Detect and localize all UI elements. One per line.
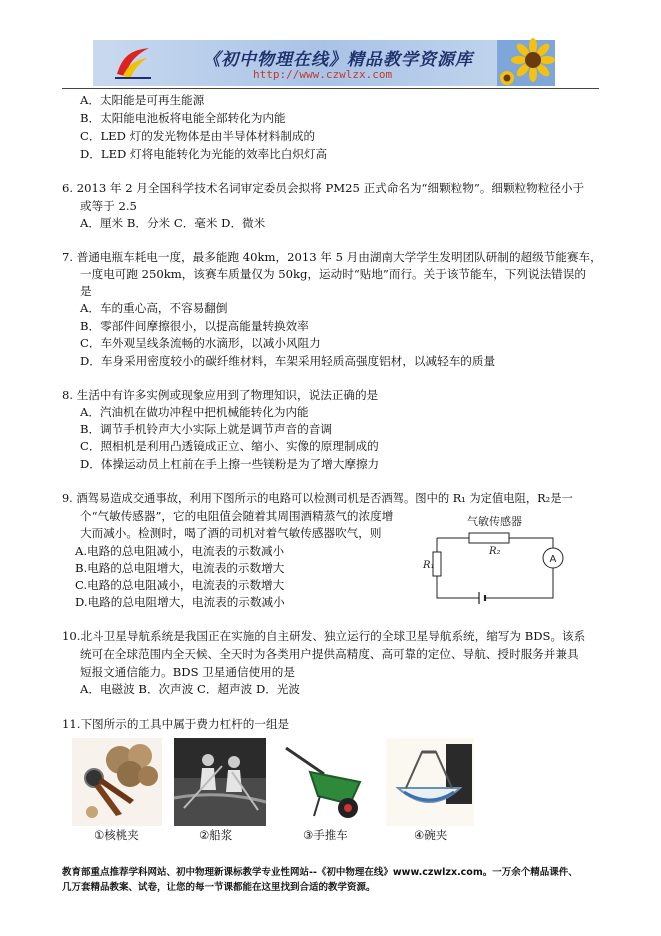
footer-line-2: 几万套精品教案、试卷，让您的每一节课都能在这里找到合适的教学资源。 (62, 882, 376, 893)
tool-caption-3: ③手推车 (303, 828, 348, 842)
q5-option-a: A．太阳能是可再生能源 (80, 93, 205, 107)
q9-stem: 9. 酒驾易造成交通事故，利用下图所示的电路可以检测司机是否酒驾。图中的 R₁ 为定值电阻，R₂是一 (62, 492, 573, 505)
header-banner (93, 40, 555, 86)
q5-option-d: D．LED 灯将电能转化为光能的效率比白炽灯高 (80, 147, 328, 161)
q9-option-d: D.电路的总电阻增大，电流表的示数减小 (75, 595, 285, 609)
q8-option-c: C．照相机是利用凸透镜成正立、缩小、实像的原理制成的 (80, 439, 379, 453)
q9-stem-cont-2: 大而减小。检测时，喝了酒的司机对着气敏传感器吹气，则 (80, 526, 382, 540)
q10-stem: 10.北斗卫星导航系统是我国正在实施的自主研发、独立运行的全球卫星导航系统，缩写为 BDS。该系 (62, 629, 586, 643)
q7-stem-cont-1: 一度电可跑 250km，该赛车质量仅为 50kg，运动时“贴地”而行。关于该节能车，下列说法错误的 (80, 267, 586, 281)
q7-option-a: A．车的重心高，不容易翻倒 (80, 301, 228, 315)
nutcracker-image (72, 738, 162, 826)
tool-caption-4: ④碗夹 (414, 828, 448, 842)
q9-option-a: A.电路的总电阻减小，电流表的示数减小 (75, 544, 285, 558)
sensor-label: 气敏传感器 (467, 515, 522, 528)
q8-option-d: D．体操运动员上杠前在手上擦一些镁粉是为了增大摩擦力 (80, 457, 380, 471)
q8-stem: 8. 生活中有许多实例或现象应用到了物理知识，说法正确的是 (62, 388, 379, 402)
rowing-image (174, 738, 266, 826)
q10-stem-cont-2: 短报文通信能力。BDS 卫星通信使用的是 (80, 665, 295, 679)
q6-stem-cont: 或等于 2.5 (80, 199, 137, 213)
site-logo-icon (113, 44, 153, 80)
tool-caption-1: ①核桃夹 (94, 828, 139, 842)
q8-option-b: B．调节手机铃声大小实际上就是调节声音的音调 (80, 422, 332, 436)
header-divider (62, 88, 599, 89)
q9-option-c: C.电路的总电阻减小，电流表的示数增大 (75, 578, 285, 592)
q6-stem: 6. 2013 年 2 月全国科学技术名词审定委员会拟将 PM25 正式命名为“细颗粒物”。细颗粒物粒径小于 (62, 181, 585, 195)
q7-option-d: D．车身采用密度较小的碳纤维材料，车架采用轻质高强度铝材，以减轻车的质量 (80, 354, 496, 368)
sunflower-icon (497, 40, 555, 86)
wheelbarrow-image (280, 738, 370, 826)
q10-stem-cont-1: 统可在全球范围内全天候、全天时为各类用户提供高精度、高可靠的定位、导航、授时服务并兼具 (80, 647, 579, 661)
site-title: 《初中物理在线》精品教学资源库 (203, 50, 473, 70)
tool-caption-2: ②船浆 (199, 828, 233, 842)
resistor-r2 (469, 533, 509, 543)
q7-stem: 7. 普通电瓶车耗电一度，最多能跑 40km，2013 年 5 月由湖南大学学生发明团队研制的超级节能赛车， (62, 250, 602, 264)
q7-option-c: C．车外观呈线条流畅的水滴形，以减小风阻力 (80, 336, 321, 350)
q9-stem-cont-1: 个“气敏传感器”，它的电阻值会随着其周围酒精蒸气的浓度增 (80, 509, 394, 523)
footer-line-1: 教育部重点推荐学科网站、初中物理新课标教学专业性网站--《初中物理在线》www.czwlzx.com。一万余个精品课件、 (62, 867, 578, 878)
q11-stem: 11.下图所示的工具中属于费力杠杆的一组是 (62, 717, 290, 731)
site-url[interactable]: http://www.czwlzx.com (253, 68, 393, 81)
q9-option-b: B.电路的总电阻增大，电流表的示数增大 (75, 561, 285, 575)
bowl-clamp-image (386, 738, 474, 826)
q10-options: A．电磁波 B．次声波 C．超声波 D．光波 (80, 682, 301, 696)
q7-stem-cont-2: 是 (80, 284, 92, 298)
q5-option-c: C．LED 灯的发光物体是由半导体材料制成的 (80, 129, 316, 143)
r1-label: R₁ (423, 560, 435, 571)
q6-options: A．厘米 B．分米 C．毫米 D．微米 (80, 216, 266, 230)
q8-option-a: A．汽油机在做功冲程中把机械能转化为内能 (80, 405, 309, 419)
r2-label: R₂ (489, 546, 501, 557)
circuit-diagram (425, 510, 585, 610)
q5-option-b: B．太阳能电池板将电能全部转化为内能 (80, 111, 286, 125)
ammeter-label: A (549, 554, 557, 565)
q7-option-b: B．零部件间摩擦很小，以提高能量转换效率 (80, 319, 309, 333)
